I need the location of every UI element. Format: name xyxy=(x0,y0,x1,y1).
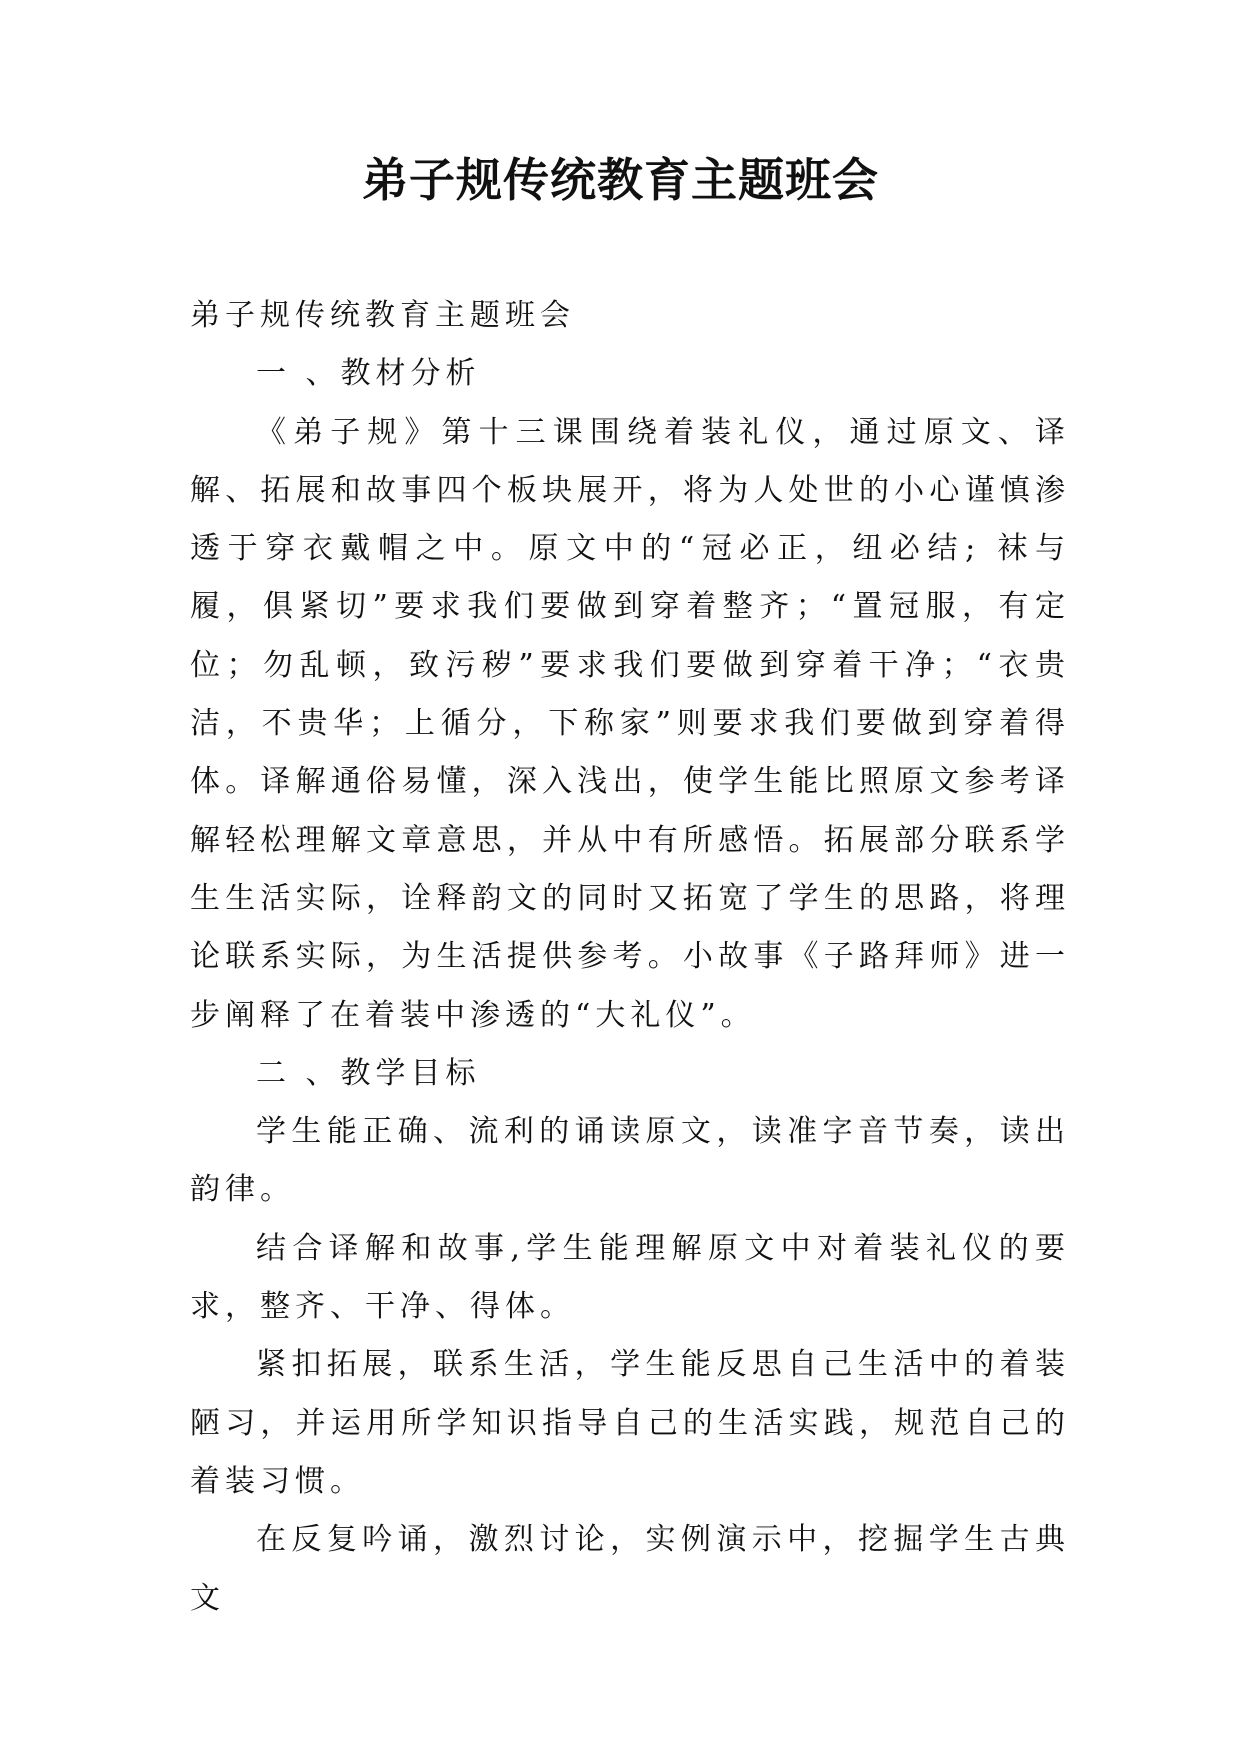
document-title: 弟子规传统教育主题班会 xyxy=(362,153,879,207)
document-body xyxy=(190,287,1070,1628)
heading-line: 弟子规传统教育主题班会 xyxy=(190,298,575,333)
paragraph-goal-4: 在反复吟诵，激烈讨论，实例演示中，挖掘学生古典文 xyxy=(190,1522,1070,1616)
paragraph-goal-1: 学生能正确、流利的诵读原文，读准字音节奏，读出韵律。 xyxy=(190,1114,1070,1208)
section-heading-textbook-analysis: 一 、教材分析 xyxy=(256,356,481,392)
paragraph-goal-3: 紧扣拓展，联系生活，学生能反思自己生活中的着装陋习，并运用所学知识指导自己的生活实践，规范自己的着装习惯。 xyxy=(190,1347,1070,1499)
paragraph-textbook-analysis: 《弟子规》第十三课围绕着装礼仪，通过原文、译解、拓展和故事四个板块展开，将为人处世的小心谨慎渗透于穿衣戴帽之中。原文中的“冠必正，纽必结; 袜与履，俱紧切”要求我们要做到穿着整齐；“置冠服，有定位；勿乱顿，致污秽”要求我们要做到穿着干净；“衣贵洁，不贵华；上循分，下称家”则要求我们要做到穿着得体。译解通俗易懂，深入浅出，使学生能比照原文参考译解轻松理解文章意思，并从中有所感悟。拓展部分联系学生生活实际，诠释韵文的同时又拓宽了学生的思路，将理论联系实际，为生活提供参考。小故事《子路拜师》进一步阐释了在着装中渗透的“大礼仪”。 xyxy=(190,414,1070,1033)
paragraph-goal-2: 结合译解和故事,学生能理解原文中对着装礼仪的要求，整齐、干净、得体。 xyxy=(190,1230,1070,1325)
section-heading-teaching-goals: 二 、教学目标 xyxy=(256,1055,481,1091)
